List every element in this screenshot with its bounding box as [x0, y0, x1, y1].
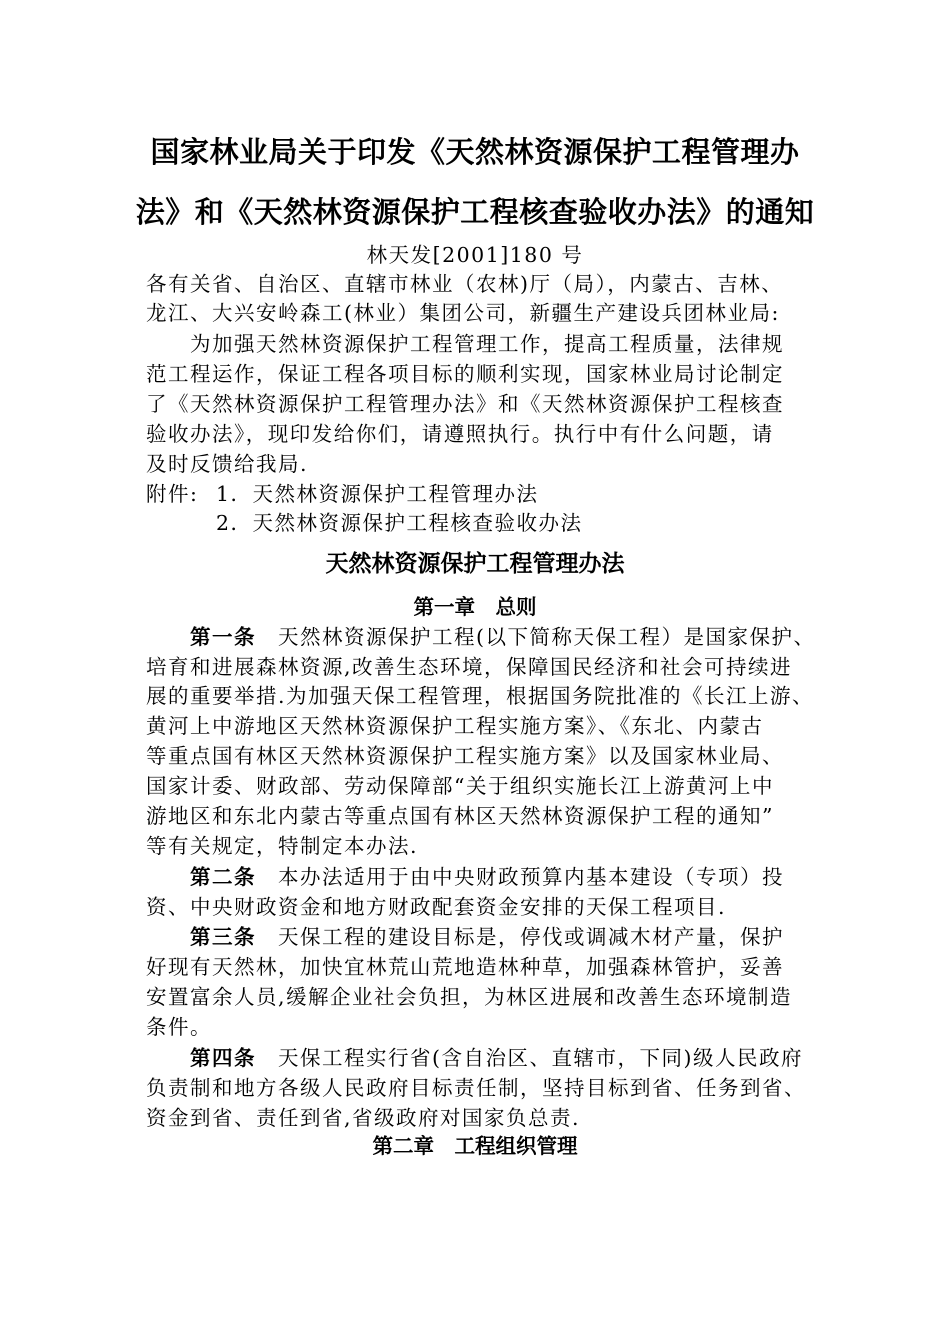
article-first-line — [190, 1043, 803, 1073]
article-line: 等有关规定，特制定本办法. — [146, 834, 419, 858]
attachment-item: 2．天然林资源保护工程核查验收办法 — [216, 511, 583, 535]
article-text: 天保工程的建设目标是，停伐或调减木材产量，保护 — [278, 925, 784, 949]
article-line: 资金到省、责任到省,省级政府对国家负总责. — [146, 1106, 581, 1130]
attachments-label: 附件: — [146, 482, 199, 506]
article-text: 天保工程实行省(含自治区、直辖市，下同)级人民政府 — [278, 1046, 803, 1070]
article-line: 等重点国有林区天然林资源保护工程实施方案》以及国家林业局、 — [146, 744, 784, 768]
article-line: 国家计委、财政部、劳动保障部“关于组织实施长江上游黄河上中 — [146, 774, 774, 798]
article-line: 游地区和东北内蒙古等重点国有林区天然林资源保护工程的通知” — [146, 804, 774, 828]
article-line: 安置富余人员,缓解企业社会负担，为林区进展和改善生态环境制造 — [146, 985, 793, 1009]
article-line: 培育和进展森林资源,改善生态环境，保障国民经济和社会可持续进 — [146, 655, 793, 679]
attachment-item: 1．天然林资源保护工程管理办法 — [216, 482, 539, 506]
addressee-line: 龙江、大兴安岭森工(林业）集团公司，新疆生产建设兵团林业局: — [146, 301, 780, 325]
article-label: 第二条 — [190, 865, 256, 889]
document-title-line-2: 法》和《天然林资源保护工程核查验收办法》的通知 — [135, 195, 815, 229]
article-line: 负责制和地方各级人民政府目标责任制，坚持目标到省、任务到省、 — [146, 1076, 806, 1100]
article-first-line — [190, 922, 784, 952]
article-label: 第一条 — [190, 625, 256, 649]
article-first-line — [190, 862, 784, 892]
article-line: 条件。 — [146, 1015, 212, 1039]
chapter-heading: 第一章 总则 — [413, 595, 537, 619]
article-text: 天然林资源保护工程(以下简称天保工程）是国家保护、 — [278, 625, 816, 649]
addressee-line: 各有关省、自治区、直辖市林业（农林)厅（局），内蒙古、吉林、 — [146, 272, 784, 296]
article-line: 好现有天然林，加快宜林荒山荒地造林种草，加强森林管护，妥善 — [146, 955, 784, 979]
document-title-line-1: 国家林业局关于印发《天然林资源保护工程管理办 — [150, 135, 800, 169]
section-title: 天然林资源保护工程管理办法 — [325, 550, 625, 577]
article-line: 展的重要举措.为加强天保工程管理，根据国务院批准的《长江上游、 — [146, 684, 815, 708]
notice-paragraph-line: 为加强天然林资源保护工程管理工作，提高工程质量，法律规 — [190, 332, 784, 356]
article-line: 黄河上中游地区天然林资源保护工程实施方案》、《东北、内蒙古 — [146, 714, 764, 738]
article-label: 第三条 — [190, 925, 256, 949]
notice-paragraph-line: 范工程运作，保证工程各项目标的顺利实现，国家林业局讨论制定 — [146, 362, 784, 386]
article-first-line — [190, 622, 816, 652]
notice-paragraph-line: 及时反馈给我局. — [146, 452, 309, 476]
article-label: 第四条 — [190, 1046, 256, 1070]
document-number: 林天发[2001]180 号 — [366, 243, 584, 267]
notice-paragraph-line: 验收办法》，现印发给你们，请遵照执行。执行中有什么问题，请 — [146, 422, 774, 446]
article-line: 资、中央财政资金和地方财政配套资金安排的天保工程项目. — [146, 895, 727, 919]
chapter-heading: 第二章 工程组织管理 — [372, 1134, 578, 1158]
notice-paragraph-line: 了《天然林资源保护工程管理办法》和《天然林资源保护工程核查 — [146, 392, 784, 416]
article-text: 本办法适用于由中央财政预算内基本建设（专项）投 — [278, 865, 784, 889]
